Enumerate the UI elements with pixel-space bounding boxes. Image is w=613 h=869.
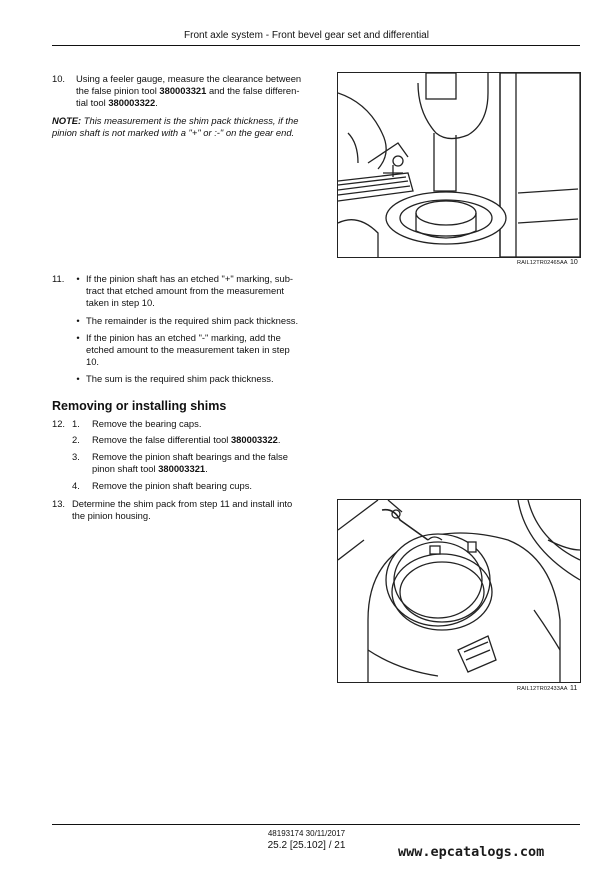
step-13-line: the pinion housing. — [72, 510, 151, 522]
step-number: 12. — [52, 418, 66, 429]
footer-page-number: 25.2 [25.102] / 21 — [267, 840, 346, 851]
page-header-title: Front axle system - Front bevel gear set and differential — [184, 30, 429, 41]
bullet-icon: • — [76, 273, 80, 284]
bevel-gear-feeler-gauge-drawing — [338, 73, 580, 257]
step-number: 13. — [52, 498, 66, 509]
tool-number: 380003322 — [108, 97, 156, 109]
figure-10-illustration — [337, 72, 581, 258]
step-10-text — [76, 73, 315, 110]
substep-number: 2. — [72, 434, 80, 445]
substep-text — [92, 451, 315, 475]
substep-number: 3. — [72, 451, 80, 462]
note-line — [52, 115, 315, 127]
bullet-icon: • — [76, 332, 80, 343]
footer-doc-code: 48193174 30/11/2017 — [267, 829, 346, 838]
bullet-line: If the pinion has an etched "-" marking, add the — [86, 332, 281, 343]
bullet-line: etched amount to the measurement taken in step — [86, 344, 290, 356]
note-line: pinion shaft is not marked with a "+" or :-" on the gear end. — [52, 127, 295, 139]
bullet-line: The remainder is the required shim pack thickness. — [86, 315, 299, 326]
note-block — [52, 115, 315, 139]
text-fragment: the false pinion tool — [76, 85, 160, 97]
bullet-line: tract that etched amount from the measurement — [86, 285, 285, 297]
figure-11-number: 11 — [570, 685, 578, 692]
substep-text: Remove the bearing caps. — [92, 418, 202, 429]
figure-10-code: RAIL12TR02465AA — [517, 260, 568, 266]
figure-11-code: RAIL12TR02433AA — [517, 686, 568, 692]
text-fragment: pinon shaft tool — [92, 463, 159, 475]
text-fragment: This measurement is the shim pack thickness, if the — [81, 115, 299, 126]
bullet-line: taken in step 10. — [86, 297, 155, 309]
text-fragment: tial tool — [76, 97, 109, 109]
substep-text — [92, 434, 281, 446]
substep-line — [92, 463, 315, 475]
tool-number: 380003321 — [159, 85, 207, 97]
bullet-icon: • — [76, 315, 80, 326]
step-10-line — [76, 85, 315, 97]
step-number: 10. — [52, 73, 66, 84]
bullet-line: 10. — [86, 356, 100, 368]
substep-number: 4. — [72, 480, 80, 491]
text-fragment: . — [205, 463, 208, 475]
text-fragment: Remove the false differential tool — [92, 434, 231, 445]
header-rule — [52, 45, 580, 46]
bullet-line: If the pinion shaft has an etched "+" marking, sub- — [86, 273, 294, 284]
bullet-icon: • — [76, 373, 80, 384]
figure-10-number: 10 — [570, 259, 578, 266]
substep-number: 1. — [72, 418, 80, 429]
tool-number: 380003321 — [158, 463, 206, 475]
step-11-bullet — [86, 332, 315, 369]
step-11-bullet — [86, 373, 315, 385]
step-10-line: Using a feeler gauge, measure the clearance between — [76, 73, 302, 84]
footer-rule — [52, 824, 580, 825]
text-fragment: . — [155, 97, 158, 109]
step-number: 11. — [52, 273, 65, 284]
step-13-line: Determine the shim pack from step 11 and install into — [72, 498, 293, 509]
watermark-url[interactable]: www.epcatalogs.com — [398, 844, 545, 860]
text-fragment: . — [277, 434, 281, 445]
step-13-text — [72, 498, 315, 522]
text-fragment: and the false differen- — [206, 85, 300, 97]
step-11-bullet — [86, 273, 315, 310]
section-heading: Removing or installing shims — [52, 399, 227, 413]
step-11-bullet — [86, 315, 315, 327]
step-10-line — [76, 97, 315, 109]
shim-installation-drawing — [338, 500, 580, 682]
substep-line: Remove the pinion shaft bearings and the false — [92, 451, 288, 462]
bullet-line: The sum is the required shim pack thickness. — [86, 373, 274, 384]
figure-11-illustration — [337, 499, 581, 683]
substep-text: Remove the pinion shaft bearing cups. — [92, 480, 252, 491]
tool-number: 380003322 — [230, 434, 278, 445]
note-label: NOTE: — [52, 115, 82, 126]
